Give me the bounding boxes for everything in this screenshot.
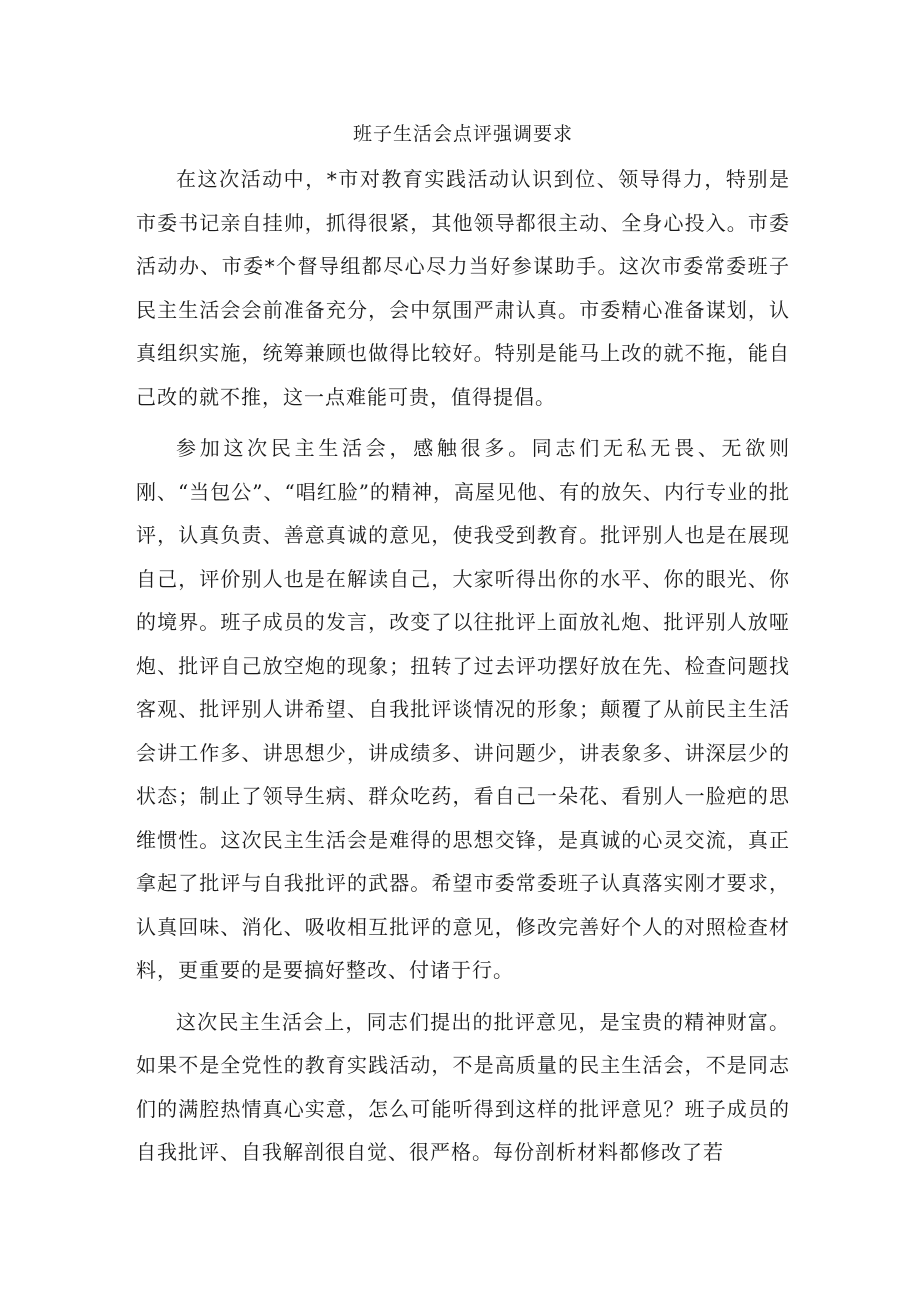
paragraph-1: 在这次活动中，*市对教育实践活动认识到位、领导得力，特别是市委书记亲自挂帅，抓得很紧，其他领导都很主动、全身心投入。市委活动办、市委*个督导组都尽心尽力当好参谋助手。这次市委常委班子民主生活会会前准备充分，会中氛围严肃认真。市委精心准备谋划，认真组织实施，统筹兼顾也做得比较好。特别是能马上改的就不拖，能自己改的就不推，这一点难能可贵，值得提倡。 (136, 167, 790, 409)
paragraph-3: 这次民主生活会上，同志们提出的批评意见，是宝贵的精神财富。如果不是全党性的教育实践活动，不是高质量的民主生活会，不是同志们的满腔热情真心实意，怎么可能听得到这样的批评意见？班子成员的自我批评、自我解剖很自觉、很严格。每份剖析材料都修改了若 (136, 1009, 790, 1164)
document-title: 班子生活会点评强调要求 (352, 123, 573, 145)
paragraph-2: 参加这次民主生活会，感触很多。同志们无私无畏、无欲则刚、“当包公”、“唱红脸”的精神，高屋见他、有的放矢、内行专业的批评，认真负责、善意真诚的意见，使我受到教育。批评别人也是在展现自己，评价别人也是在解读自己，大家听得出你的水平、你的眼光、你的境界。班子成员的发言，改变了以往批评上面放礼炮、批评别人放哑炮、批评自己放空炮的现象；扭转了过去评功摆好放在先、检查问题找客观、批评别人讲希望、自我批评谈情况的形象；颠覆了从前民主生活会讲工作多、讲思想少，讲成绩多、讲问题少，讲表象多、讲深层少的状态；制止了领导生病、群众吃药，看自己一朵花、看别人一脸疤的思维惯性。这次民主生活会是难得的思想交锋，是真诚的心灵交流，真正拿起了批评与自我批评的武器。希望市委常委班子认真落实刚才要求，认真回味、消化、吸收相互批评的意见，修改完善好个人的对照检查材料，更重要的是要搞好整改、付诸于行。 (136, 436, 790, 982)
